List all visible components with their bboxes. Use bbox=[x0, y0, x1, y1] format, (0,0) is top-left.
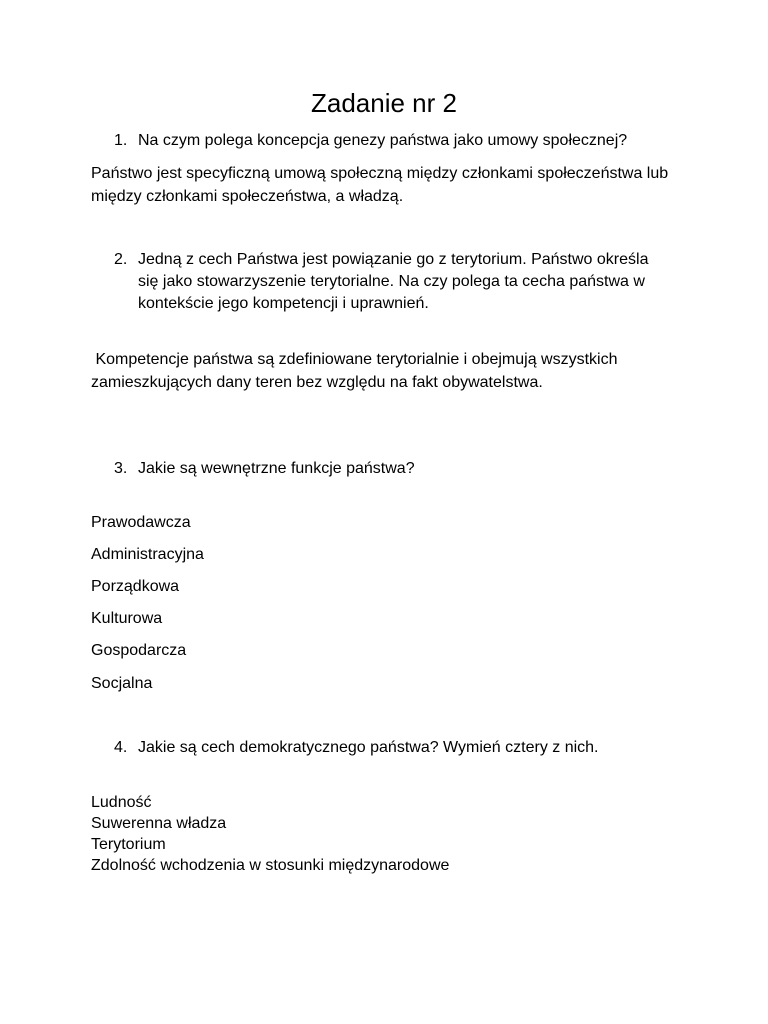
document-title: Zadanie nr 2 bbox=[311, 88, 457, 118]
feature-item: Zdolność wchodzenia w stosunki międzynarodowe bbox=[91, 857, 450, 874]
function-item: Socjalna bbox=[91, 675, 153, 692]
question-3-text: Jakie są wewnętrzne funkcje państwa? bbox=[138, 460, 415, 477]
question-3 bbox=[114, 458, 668, 480]
question-2 bbox=[114, 249, 668, 315]
question-3-number: 3. bbox=[114, 460, 128, 477]
function-item: Administracyjna bbox=[91, 546, 204, 563]
function-item: Kulturowa bbox=[91, 610, 163, 627]
feature-item: Suwerenna władza bbox=[91, 815, 227, 832]
feature-item: Ludność bbox=[91, 794, 152, 811]
function-item: Porządkowa bbox=[91, 578, 180, 595]
question-2-number: 2. bbox=[114, 251, 128, 268]
question-4-number: 4. bbox=[114, 739, 128, 756]
question-4 bbox=[114, 737, 668, 759]
function-item: Prawodawcza bbox=[91, 514, 191, 531]
answer-1: Państwo jest specyficzną umową społeczną między członkami społeczeństwa lub między członkami społeczeństwa, a władzą. bbox=[91, 165, 669, 205]
function-item: Gospodarcza bbox=[91, 642, 187, 659]
answer-2: Kompetencje państwa są zdefiniowane terytorialnie i obejmują wszystkich zamieszkujących dany teren bez względu na fakt obywatelstwa. bbox=[91, 351, 622, 391]
question-1-number: 1. bbox=[114, 132, 128, 149]
question-1-text: Na czym polega koncepcja genezy państwa jako umowy społecznej? bbox=[138, 132, 628, 149]
feature-item: Terytorium bbox=[91, 836, 166, 853]
question-1 bbox=[114, 130, 668, 152]
question-2-text: Jedną z cech Państwa jest powiązanie go z terytorium. Państwo określa się jako stowarzyszenie terytorialne. Na czy polega ta cecha państwa w kontekście jego kompetencji i uprawnień. bbox=[138, 251, 649, 312]
question-4-text: Jakie są cech demokratycznego państwa? Wymień cztery z nich. bbox=[138, 739, 599, 756]
